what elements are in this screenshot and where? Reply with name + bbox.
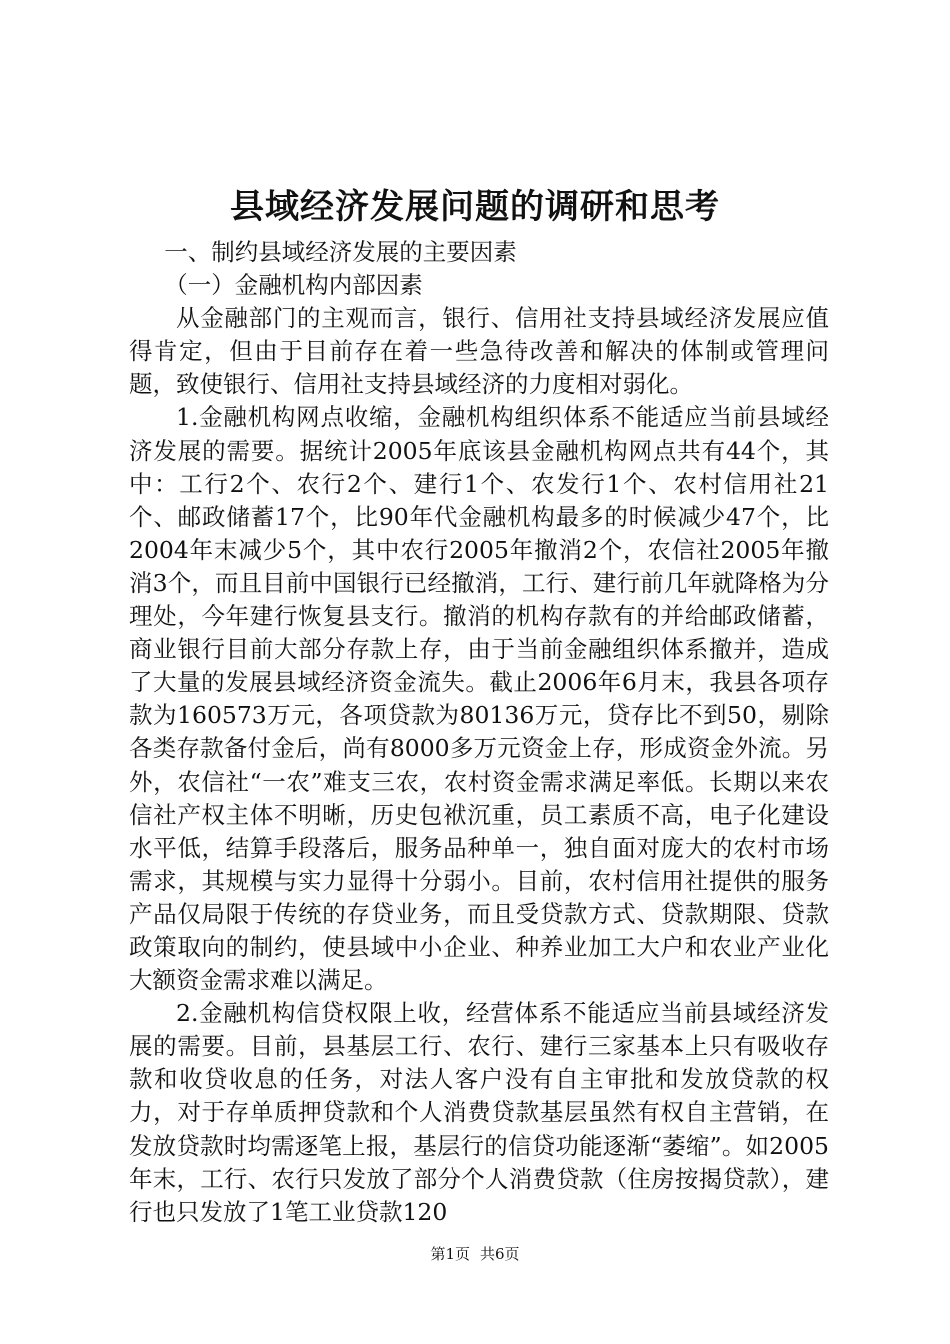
page-footer xyxy=(0,1244,950,1264)
document-body xyxy=(129,236,829,1229)
document-title: 县域经济发展问题的调研和思考 xyxy=(230,187,720,227)
page-total: 共6页 xyxy=(480,1245,520,1263)
body-paragraph: 从金融部门的主观而言，银行、信用社支持县域经济发展应值得肯定，但由于目前存在着一些急待改善和解决的体制或管理问题，致使银行、信用社支持县域经济的力度相对弱化。 xyxy=(129,304,829,399)
body-paragraph: 1.金融机构网点收缩，金融机构组织体系不能适应当前县域经济发展的需要。据统计2005年底该县金融机构网点共有44个，其中：工行2个、农行2个、建行1个、农发行1个、农村信用社21个、邮政储蓄17个，比90年代金融机构最多的时候减少47个，比2004年末减少5个，其中农行2005年撤消2个，农信社2005年撤消3个，而且目前中国银行已经撤消，工行、建行前几年就降格为分理处，今年建行恢复县支行。撤消的机构存款有的并给邮政储蓄，商业银行目前大部分存款上存，由于当前金融组织体系撤并，造成了大量的发展县域经济资金流失。截止2006年6月末，我县各项存款为160573万元，各项贷款为80136万元，贷存比不到50，剔除各类存款备付金后，尚有8000多万元资金上存，形成资金外流。另外，农信社“一农”难支三农，农村资金需求满足率低。长期以来农信社产权主体不明晰，历史包袱沉重，员工素质不高，电子化建设水平低，结算手段落后，服务品种单一，独自面对庞大的农村市场需求，其规模与实力显得十分弱小。目前，农村信用社提供的服务产品仅局限于传统的存贷业务，而且受贷款方式、贷款期限、贷款政策取向的制约，使县域中小企业、种养业加工大户和农业产业化大额资金需求难以满足。 xyxy=(129,403,829,995)
section-heading: 一、制约县域经济发展的主要因素 xyxy=(164,238,517,266)
subsection-heading: （一）金融机构内部因素 xyxy=(164,271,423,300)
page-number: 第1页 xyxy=(430,1245,470,1263)
body-paragraph: 2.金融机构信贷权限上收，经营体系不能适应当前县域经济发展的需要。目前，县基层工行、农行、建行三家基本上只有吸收存款和收贷收息的任务，对法人客户没有自主审批和发放贷款的权力，对于存单质押贷款和个人消费贷款基层虽然有权自主营销，在发放贷款时均需逐笔上报，基层行的信贷功能逐渐“萎缩”。如2005年末，工行、农行只发放了部分个人消费贷款（住房按揭贷款），建行也只发放了1笔工业贷款120 xyxy=(129,999,829,1226)
